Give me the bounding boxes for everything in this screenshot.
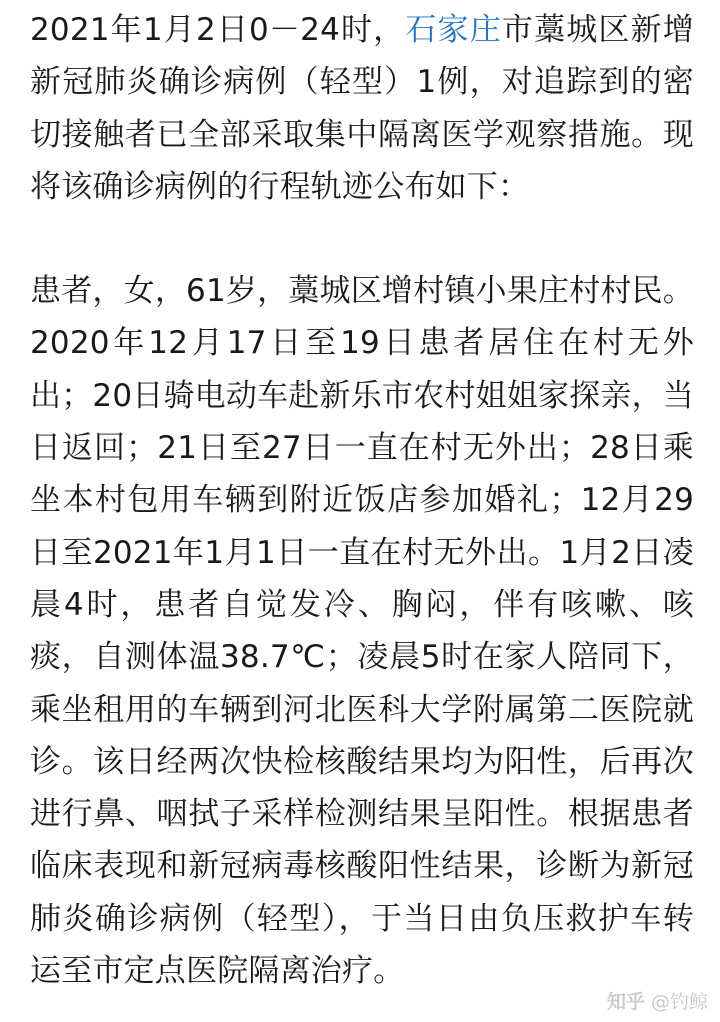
watermark xyxy=(607,987,708,1014)
watermark-site: 知乎 xyxy=(606,991,645,1013)
paragraph-intro xyxy=(30,4,694,213)
location-link[interactable]: 石家庄 xyxy=(405,12,502,48)
watermark-author: @钓鲸 xyxy=(650,991,708,1013)
paragraph-trajectory: 患者，女，61岁，藁城区增村镇小果庄村村民。2020年12月17日至19日患者居住在村无外出；20日骑电动车赴新乐市农村姐姐家探亲，当日返回；21日至27日一直在村无外出；28日乘坐本村包用车辆到附近饭店参加婚礼；12月29日至2021年1月1日一直在村无外出。1月2日凌晨4时，患者自觉发冷、胸闷，伴有咳嗽、咳痰，自测体温38.7℃；凌晨5时在家人陪同下，乘坐租用的车辆到河北医科大学附属第二医院就诊。该日经两次快检核酸结果均为阳性，后再次进行鼻、咽拭子采样检测结果呈阳性。根据患者临床表现和新冠病毒核酸阳性结果，诊断为新冠肺炎确诊病例（轻型），于当日由负压救护车转运至市定点医院隔离治疗。 xyxy=(30,273,694,990)
intro-text-end: 市藁城区新增新冠肺炎确诊病例（轻型）1例，对追踪到的密切接触者已全部采取集中隔离医学观察措施。现将该确诊病例的行程轨迹公布如下： xyxy=(30,12,694,205)
intro-text-start: 2021年1月2日0－24时， xyxy=(30,12,406,48)
article-body xyxy=(30,4,694,997)
